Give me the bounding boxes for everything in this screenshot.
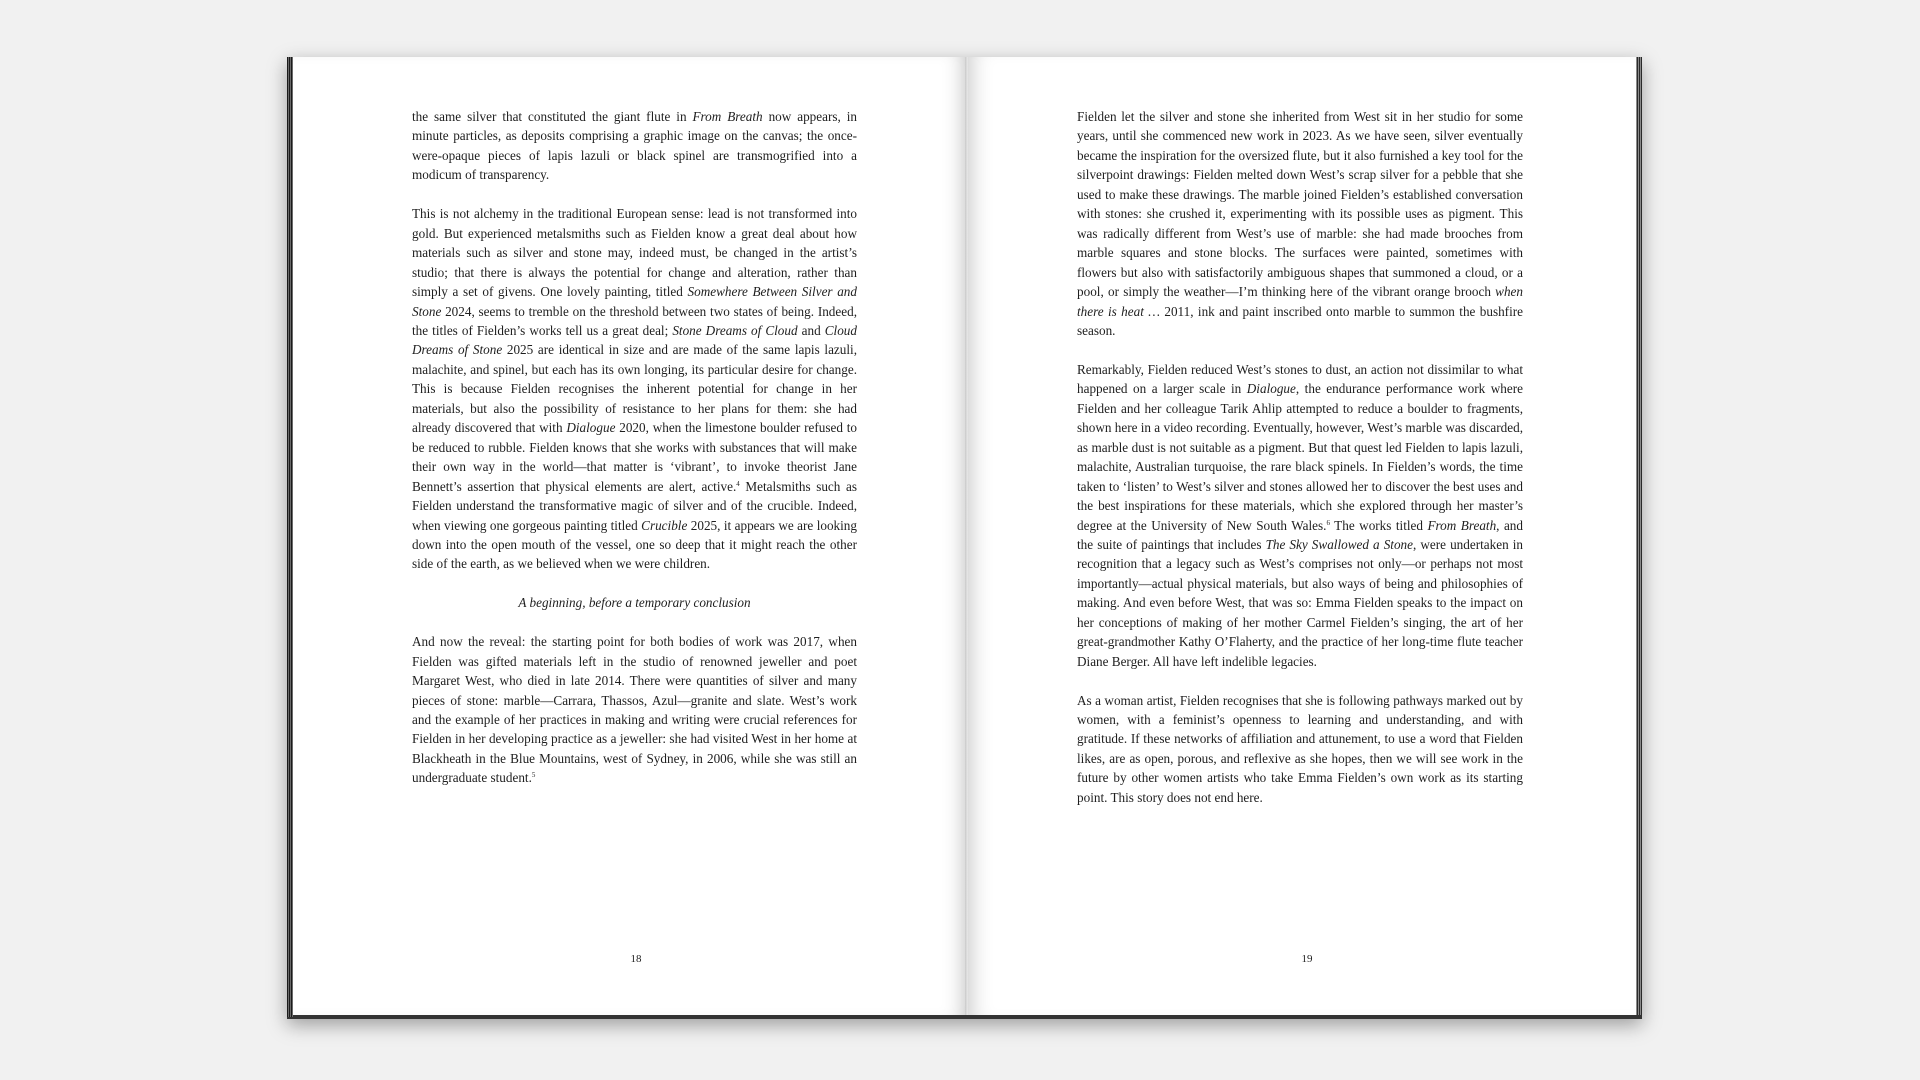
text-run: 2024, seems to tremble on the threshold between two states of being. Indeed, the titles of Fielden’s works tell us a great deal; [412,303,857,338]
italic-title: Stone Dreams of Cloud [672,322,798,338]
text-run: , and the suite of paintings that includes [1077,517,1523,552]
footnote-marker: 5 [531,771,536,780]
paragraph [412,204,857,574]
text-run: , the endurance performance work where Fielden and her colleague Tarik Ahlip attempted to reduce a boulder to fragments, shown here in a video recording. Eventually, however, West’s marble was discarded, as marble dust is not suitable as a pigment. But that quest led Fielden to lapis lazuli, malachite, Australian turquoise, the rare black spinels. In Fielden’s words, the time taken to ‘listen’ to West’s silver and stones allowed her to discover the best uses and the best inspirations for these materials, which she explored through her master’s degree at the University of New South Wales. [1077,381,1523,533]
section-heading: A beginning, before a temporary conclusion [518,595,751,611]
paragraph [412,632,857,788]
page-number: 19 [1301,953,1313,965]
italic-title: From Breath [692,109,763,124]
paragraph [1077,107,1523,340]
text-run: now appears, in minute particles, as deposits comprising a graphic image on the canvas; the once-were-opaque pieces of lapis lazuli or black spinel are transmogrified into a modicum of transparency. [412,109,857,183]
text-run: 2025 are identical in size and are made of the same lapis lazuli, malachite, and spinel, but each has its own longing, its particular desire for change. This is because Fielden recognises the inherent potential for change in her materials, but also the possibility of resistance to her plans for them: she had already discovered that with [412,342,857,436]
text-run: the same silver that constituted the giant flute in [412,109,693,124]
text-run: Metalsmiths such as Fielden understand the transformative magic of silver and of the crucible. Indeed, when viewing one gorgeous painting titled [412,478,857,533]
italic-title: Crucible [641,517,688,533]
text-run: , were undertaken in recognition that a legacy such as West’s comprises not only—or perhaps not most importantly—actual physical materials, but also ways of being and philosophies of making. And even before West, that was so: Emma Fielden speaks to the impact on her conceptions of making of her mother Carmel Fielden’s singing, the art of her great-grandmother Kathy O’Flaherty, and the practice of her long-time flute teacher Diane Berger. All have left indelible legacies. [1077,536,1524,669]
text-run: and [797,322,825,338]
text-run: 2020, when the limestone boulder refused to be reduced to rubble. Fielden knows that she works with substances that will make their own way in the world—that matter is ‘vibrant’, to invoke theorist Jane Bennett’s assertion that physical elements are alert, active. [412,420,857,494]
italic-title: Somewhere Between Silver and Stone [412,284,857,319]
text-run: Fielden let the silver and stone she inherited from West sit in her studio for some years, until she commenced new work in 2023. As we have seen, silver eventually became the inspiration for the oversized flute, but it also furnished a key tool for the silverpoint drawings: Fielden melted down West’s scrap silver for a pebble that she used to make these drawings. The marble joined Fielden’s established conversation with stones: she crushed it, experimenting with its possible uses as pigment. This was radically different from West’s use of marble: she had made brooches from marble squares and stone blocks. The surfaces were painted, sometimes with flowers but also with satisfactorily ambiguous shapes that summoned a cloud, or a pool, or simply the weather—I’m thinking here of the vibrant orange brooch [1077,109,1523,300]
left-page-text [412,107,857,788]
italic-title: Dialogue [566,420,616,436]
italic-title: From Breath [1427,517,1497,533]
text-run: As a woman artist, Fielden recognises that she is following pathways marked out by women, with a feminist’s openness to learning and understanding, and with gratitude. If these networks of affiliation and attunement, to use a word that Fielden likes, are as open, porous, and reflexive as she hopes, then we will see work in the future by other women artists who take Emma Fielden’s own work as its starting point. This story does not end here. [1077,692,1523,805]
paragraph [1077,360,1523,671]
text-run: And now the reveal: the starting point for both bodies of work was 2017, when Fielden was gifted materials left in the studio of renowned jeweller and poet Margaret West, who died in late 2014. There were quantities of silver and many pieces of stone: marble—Carrara, Thassos, Azul—granite and slate. West’s work and the example of her practices in making and writing were crucial references for Fielden in her developing practice as a jeweller: she had visited West in her home at Blackheath in the Blue Mountains, west of Sydney, in 2006, while she was still an undergraduate student. [412,634,857,786]
page-number: 18 [630,953,642,965]
italic-title: Dialogue [1246,381,1296,397]
paragraph [1077,691,1523,808]
paragraph [412,107,857,185]
right-page-text [1077,107,1523,807]
text-run: This is not alchemy in the traditional European sense: lead is not transformed into gold. But experienced metalsmiths such as Fielden know a great deal about how materials such as silver and stone may, indeed must, be changed in the artist’s studio; that there is always the potential for change and alteration, rather than simply a set of givens. One lovely painting, titled [412,206,857,300]
text-run: The works titled [1329,517,1428,533]
italic-title: Cloud Dreams of Stone [412,322,857,358]
right-page-edges [1636,57,1642,1015]
text-run: 2025, it appears we are looking down into the open mouth of the vessel, one so deep that it might reach the other side of the earth, as we believed when we were children. [412,517,857,572]
right-page [969,57,1636,1015]
text-run: 2011, ink and paint inscribed onto marble to summon the bushfire season. [1077,303,1523,338]
italic-title: when there is heat … [1077,284,1523,319]
footnote-marker: 4 [736,479,740,488]
left-page [293,57,967,1015]
italic-title: The Sky Swallowed a Stone [1265,536,1414,552]
footnote-marker: 6 [1326,518,1330,527]
text-run: Remarkably, Fielden reduced West’s stones to dust, an action not dissimilar to what happened on a larger scale in [1077,361,1523,397]
